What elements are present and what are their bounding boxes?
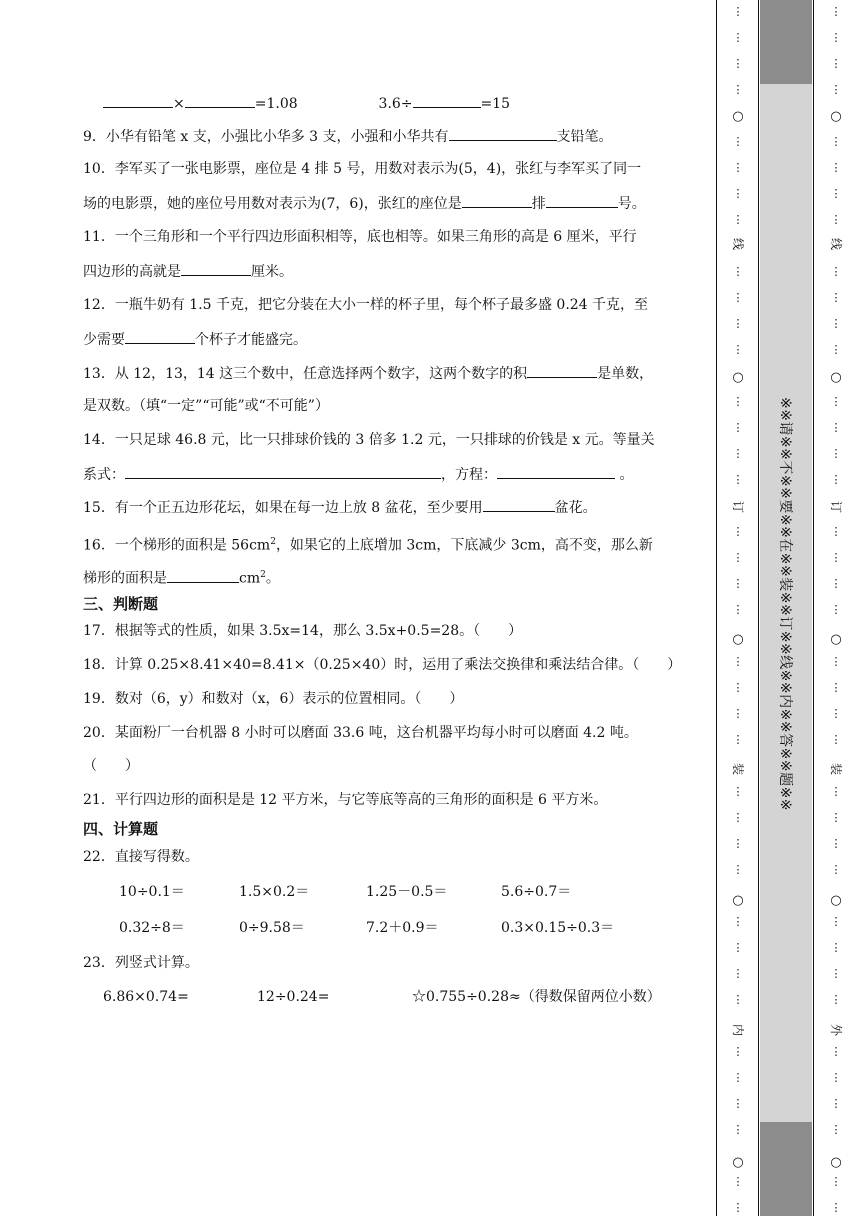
dot-mark: ⋮ <box>830 915 842 928</box>
dot-mark: ⋮ <box>830 941 842 954</box>
question-20: 20．某面粉厂一台机器 8 小时可以磨面 33.6 吨，这台机器平均每小时可以磨面 4.2 吨。 <box>83 725 638 741</box>
binding-label: 线 <box>829 237 843 250</box>
dot-mark: ⋮ <box>732 993 744 1006</box>
dot-mark: ⋮ <box>732 395 744 408</box>
dot-mark: ⋮ <box>732 837 744 850</box>
dot-mark: ⋮ <box>732 1071 744 1084</box>
binding-hole-circle: ○ <box>830 632 842 647</box>
binding-label: 订 <box>829 500 843 513</box>
dot-mark: ⋮ <box>830 1175 842 1188</box>
dot-mark: ⋮ <box>830 395 842 408</box>
dot-mark: ⋮ <box>830 5 842 18</box>
binding-label: 订 <box>731 500 745 513</box>
answer-blank[interactable] <box>527 363 597 378</box>
dot-mark: ⋮ <box>732 421 744 434</box>
question-12-line1: 12．一瓶牛奶有 1.5 千克，把它分装在大小一样的杯子里，每个杯子最多盛 0.24 千克，至 <box>83 297 649 313</box>
dot-mark: ⋮ <box>830 1201 842 1214</box>
question-15: 15．有一个正五边形花坛，如果在每一边上放 8 盆花，至少要用 盆花。 <box>83 497 597 518</box>
dot-mark: ⋮ <box>830 447 842 460</box>
dot-mark: ⋮ <box>830 1071 842 1084</box>
answer-blank[interactable] <box>181 261 251 276</box>
binding-hole-circle: ○ <box>732 1155 744 1170</box>
binding-hole-circle: ○ <box>830 370 842 385</box>
question-23: 23．列竖式计算。 <box>83 955 199 971</box>
question-17: 17．根据等式的性质，如果 3.5x=14，那么 3.5x+0.5=28。（ ） <box>83 623 523 639</box>
dot-mark: ⋮ <box>830 343 842 356</box>
dot-mark: ⋮ <box>732 915 744 928</box>
question-20-brackets: （ ） <box>83 758 139 774</box>
margin-border-mid <box>758 0 759 1216</box>
dot-mark: ⋮ <box>732 551 744 564</box>
calc-item: 0÷9.58＝ <box>239 920 305 936</box>
dot-mark: ⋮ <box>732 863 744 876</box>
answer-blank[interactable] <box>413 93 481 108</box>
dot-mark: ⋮ <box>830 811 842 824</box>
dot-mark: ⋮ <box>732 5 744 18</box>
dot-mark: ⋮ <box>732 265 744 278</box>
answer-blank[interactable] <box>462 193 532 208</box>
binding-hole-circle: ○ <box>732 370 744 385</box>
dot-mark: ⋮ <box>830 733 842 746</box>
answer-blank[interactable] <box>185 93 255 108</box>
outer-dotted-column <box>828 0 844 1216</box>
question-14-line1: 14．一只足球 46.8 元，比一只排球价钱的 3 倍多 1.2 元，一只排球的价钱是 x 元。等量关 <box>83 432 655 448</box>
dot-mark: ⋮ <box>732 681 744 694</box>
binding-label: 装 <box>731 762 745 775</box>
dot-mark: ⋮ <box>732 135 744 148</box>
dot-mark: ⋮ <box>732 577 744 590</box>
vertical-calc-item: ☆0.755÷0.28≈（得数保留两位小数） <box>412 989 661 1005</box>
margin-border-left <box>716 0 717 1216</box>
section-judgment-title: 三、判断题 <box>83 595 159 613</box>
dot-mark: ⋮ <box>732 655 744 668</box>
question-19: 19．数对（6，y）和数对（x，6）表示的位置相同。（ ） <box>83 691 464 707</box>
dot-mark: ⋮ <box>732 343 744 356</box>
dot-mark: ⋮ <box>830 317 842 330</box>
dot-mark: ⋮ <box>830 31 842 44</box>
dot-mark: ⋮ <box>830 993 842 1006</box>
dot-mark: ⋮ <box>830 291 842 304</box>
calc-item: 0.32÷8＝ <box>119 920 185 936</box>
vertical-calc-item: 12÷0.24= <box>257 989 330 1005</box>
dot-mark: ⋮ <box>830 837 842 850</box>
dot-mark: ⋮ <box>732 473 744 486</box>
question-10-line1: 10．李军买了一张电影票，座位是 4 排 5 号，用数对表示为(5，4)，张红与李军买了同一 <box>83 161 642 177</box>
dot-mark: ⋮ <box>732 525 744 538</box>
dot-mark: ⋮ <box>830 551 842 564</box>
dot-mark: ⋮ <box>732 1045 744 1058</box>
binding-hole-circle: ○ <box>732 109 744 124</box>
dot-mark: ⋮ <box>732 213 744 226</box>
margin-border-right <box>813 0 814 1216</box>
dot-mark: ⋮ <box>732 811 744 824</box>
calc-item: 5.6÷0.7＝ <box>501 884 572 900</box>
dot-mark: ⋮ <box>830 135 842 148</box>
dot-mark: ⋮ <box>830 161 842 174</box>
dot-mark: ⋮ <box>732 967 744 980</box>
dot-mark: ⋮ <box>732 83 744 96</box>
dot-mark: ⋮ <box>830 681 842 694</box>
dot-mark: ⋮ <box>830 1097 842 1110</box>
dot-mark: ⋮ <box>830 213 842 226</box>
q8-tail: × =1.08 3.6÷ =15 <box>103 93 510 114</box>
question-14-line2: 系式： ，方程： 。 <box>83 464 633 485</box>
question-16-line2: 梯形的面积是 $cm^2$。 <box>83 565 280 589</box>
binding-hole-circle: ○ <box>732 632 744 647</box>
dot-mark: ⋮ <box>732 941 744 954</box>
dot-mark: ⋮ <box>830 577 842 590</box>
answer-blank[interactable] <box>483 497 555 512</box>
binding-hole-circle: ○ <box>830 893 842 908</box>
dot-mark: ⋮ <box>830 83 842 96</box>
dot-mark: ⋮ <box>830 1045 842 1058</box>
question-10-line2: 场的电影票，她的座位号用数对表示为(7，6)，张红的座位是 排 号。 <box>83 193 646 214</box>
question-12-line2: 少需要 个杯子才能盛完。 <box>83 329 307 350</box>
calc-item: 1.5×0.2＝ <box>239 884 310 900</box>
dot-mark: ⋮ <box>830 1123 842 1136</box>
dot-mark: ⋮ <box>732 317 744 330</box>
binding-label: 外 <box>829 1023 843 1036</box>
binding-hole-circle: ○ <box>732 893 744 908</box>
dot-mark: ⋮ <box>830 473 842 486</box>
dot-mark: ⋮ <box>732 733 744 746</box>
answer-blank[interactable] <box>449 126 557 141</box>
question-13-line2: 是双数。（填“一定”“可能”或“不可能”） <box>83 398 329 414</box>
binding-label: 内 <box>731 1023 745 1036</box>
equation-blank[interactable] <box>497 464 615 479</box>
margin-dark-block-bottom <box>760 1122 812 1216</box>
answer-blank[interactable] <box>103 93 173 108</box>
dot-mark: ⋮ <box>732 31 744 44</box>
dot-mark: ⋮ <box>732 785 744 798</box>
question-22: 22．直接写得数。 <box>83 849 199 865</box>
dot-mark: ⋮ <box>732 603 744 616</box>
dot-mark: ⋮ <box>732 1123 744 1136</box>
dot-mark: ⋮ <box>732 1175 744 1188</box>
dot-mark: ⋮ <box>830 265 842 278</box>
binding-hole-circle: ○ <box>830 1155 842 1170</box>
dot-mark: ⋮ <box>732 187 744 200</box>
margin-dark-block-top <box>760 0 812 84</box>
dot-mark: ⋮ <box>830 967 842 980</box>
dot-mark: ⋮ <box>830 863 842 876</box>
binding-label: 线 <box>731 237 745 250</box>
dot-mark: ⋮ <box>732 707 744 720</box>
question-21: 21．平行四边形的面积是是 12 平方米，与它等底等高的三角形的面积是 6 平方米。 <box>83 792 608 808</box>
binding-hole-circle: ○ <box>830 109 842 124</box>
vertical-calc-item: 6.86×0.74= <box>103 989 189 1005</box>
inner-dotted-column <box>730 0 746 1216</box>
answer-blank[interactable] <box>546 193 618 208</box>
dot-mark: ⋮ <box>830 707 842 720</box>
question-18: 18．计算 0.25×8.41×40=8.41×（0.25×40）时，运用了乘法交换律和乘法结合律。（ ） <box>83 657 682 673</box>
dot-mark: ⋮ <box>732 291 744 304</box>
binding-label: 装 <box>829 762 843 775</box>
calc-item: 10÷0.1＝ <box>119 884 185 900</box>
dot-mark: ⋮ <box>732 57 744 70</box>
dot-mark: ⋮ <box>830 187 842 200</box>
dot-mark: ⋮ <box>732 1201 744 1214</box>
question-11-line2: 四边形的高就是 厘米。 <box>83 261 293 282</box>
equation-blank[interactable] <box>125 464 441 479</box>
dot-mark: ⋮ <box>830 655 842 668</box>
dot-mark: ⋮ <box>830 421 842 434</box>
dot-mark: ⋮ <box>830 603 842 616</box>
question-11-line1: 11．一个三角形和一个平行四边形面积相等，底也相等。如果三角形的高是 6 厘米，平行 <box>83 229 637 245</box>
question-16-line1: 16．一个梯形的面积是 $56cm^2$，如果它的上底增加 3cm，下底减少 3cm，高不变，那么新 <box>83 537 653 554</box>
section-calculation-title: 四、计算题 <box>83 820 159 838</box>
dot-mark: ⋮ <box>732 161 744 174</box>
calc-item: 1.25－0.5＝ <box>366 884 448 900</box>
calc-item: 7.2＋0.9＝ <box>366 920 439 936</box>
calc-item: 0.3×0.15÷0.3＝ <box>501 920 615 936</box>
answer-blank[interactable] <box>125 329 195 344</box>
dot-mark: ⋮ <box>830 525 842 538</box>
dot-mark: ⋮ <box>732 447 744 460</box>
dot-mark: ⋮ <box>732 1097 744 1110</box>
answer-blank[interactable] <box>167 568 239 583</box>
question-9: 9．小华有铅笔 x 支，小强比小华多 3 支，小强和小华共有 支铅笔。 <box>83 126 613 147</box>
warning-text: ※※请※※不※※要※※在※※装※※订※※线※※内※※答※※题※※ <box>777 396 793 812</box>
dot-mark: ⋮ <box>830 785 842 798</box>
dot-mark: ⋮ <box>830 57 842 70</box>
question-13-line1: 13．从 12，13，14 这三个数中，任意选择两个数字，这两个数字的积 是单数， <box>83 363 653 384</box>
